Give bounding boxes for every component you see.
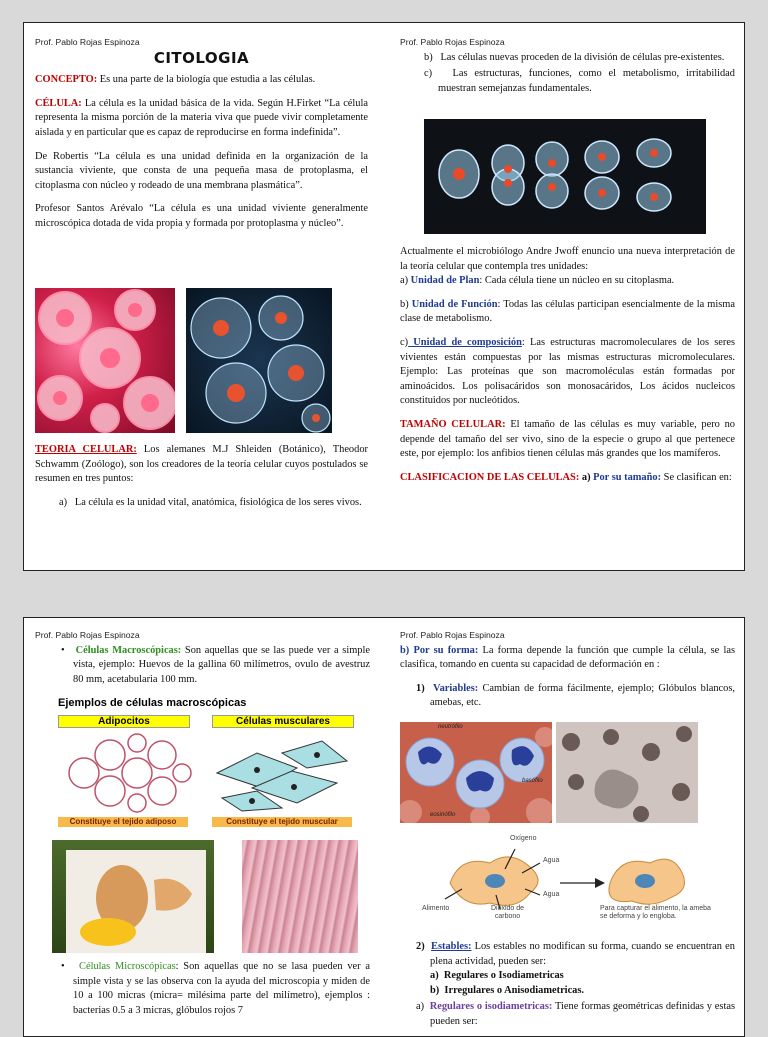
macro-bullet: • Células Macroscópicas: Son aquellas que se las puede ver a simple vista, ejemplo: Huevos de la gallina 60 milímetros, ovulo de avestruz 80 mm, acetabularia 100 mm. [61,644,370,685]
variables-item [400,682,735,711]
variables-label: Variables: [433,682,479,694]
agua-label-2: Agua [543,891,560,898]
micro-label: Células Microscópicas [79,961,176,972]
estables-text: Los estables no modifican su forma, cuando se encuentran en plena actividad, pueden ser: [430,941,735,967]
forma-paragraph [400,644,735,673]
arevalo-paragraph: Profesor Santos Arévalo “La célula es una unidad viviente generalmente microscópica dotada de vida propia y formada por protoplasma y núcleo”. [35,203,368,229]
adipocytes-drawing [62,733,192,813]
unidad-composicion-label: Unidad de composición [408,336,522,348]
adiposo-caption: Constituye el tejido adiposo [58,817,188,827]
unidad-funcion-label: Unidad de Función [411,298,498,310]
agua-label-1: Agua [543,857,560,864]
document-page-1 [23,22,745,571]
micro-bullet: • Células Microscópicas: Son aquellas que no se lasa pueden ver a simple vista y se las observa con la ayuda del microscopia y miden de 10 a 100 micras (micra= milésima parte del milímetro), ejemplos : bacterias 0.5 a 3 micras, glóbulos rojos 7 [61,961,370,1016]
variables-text: Cambian de forma fácilmente, ejemplo; Glóbulos blancos, amebas, etc. [430,682,735,709]
page2-left-column [35,628,370,696]
unidad-funcion [400,298,735,327]
oxigeno-label: Oxígeno [510,835,537,842]
irregulares-item: b) Irregulares o Anisodiametricas. [430,984,585,996]
teoria-paragraph [35,443,368,487]
page2-right-column [400,628,735,720]
teoria-label: TEORIA CELULAR: [35,444,137,455]
musculares-label: Células musculares [212,715,354,728]
page-header: Prof. Pablo Rojas Espinoza [35,630,140,640]
amoeba-diagram [400,833,720,933]
clasificacion-tamano: Por su tamaño: [593,471,662,483]
capturar-caption: Para capturar el alimento, la ameba se deforma y lo engloba. [600,905,711,920]
estables-item [400,940,735,969]
neutrofilo-label: neutrófilo [438,724,463,730]
forma-label: Por su forma: [413,644,479,656]
clasificacion-a: a) [579,471,594,483]
page-header-right: Prof. Pablo Rojas Espinoza [400,630,505,640]
dioxido-label: Dióxido de carbono [490,905,525,920]
forma-prefix: b) [400,644,414,656]
clasificacion-label: CLASIFICACION DE LAS CELULAS: [400,471,580,483]
postulado-c: c) Las estructuras, funciones, como el metabolismo, irritabilidad muestran semejanzas fundamentales. [424,68,735,94]
white-blood-cells-image [400,722,552,823]
unidad-funcion-prefix: b) [400,298,412,310]
unidad-funcion-text: : Todas las células participan esencialmente de la misma clase de metabolismo. [400,298,735,325]
amoeba-micrograph-image [556,722,698,823]
estables-number: 2) [416,941,425,952]
alimento-label: Alimento [422,905,450,912]
unidad-plan-prefix: a) [400,275,411,287]
unidad-composicion-prefix: c) [400,336,409,348]
page1-left-column [35,35,368,241]
muscle-cells-drawing [212,733,352,813]
celula-text: La célula es la unidad básica de la vida. Según H.Firket “La célula representa la misma porción de la materia viva que puede vivir completamente aislada y en particular que es capaz de reproducirse en forma indefinida”. [35,97,368,138]
page2-left-column-bottom [35,960,370,1027]
forma-text: La forma depende la función que cumple la célula, se las clasifica, tomando en cuenta su capacidad de deformación en : [400,644,736,671]
unidad-plan-label: Unidad de Plan [410,275,480,287]
page2-right-column-bottom [400,940,735,1037]
page-title: CITOLOGIA [153,48,250,67]
adipocitos-label: Adipocitos [58,715,190,728]
jwoff-paragraph: Actualmente el microbiólogo Andre Jwoff enuncio una nueva interpretación de la teoría celular que contempla tres unidades: [400,246,735,272]
page-header: Prof. Pablo Rojas Espinoza [35,37,140,47]
regulares-prefix: a) [416,1001,430,1013]
muscular-caption: Constituye el tejido muscular [212,817,352,827]
transparent-cells-image [186,288,332,433]
concepto-paragraph [35,73,368,88]
postulado-a: a) La célula es la unidad vital, anatómica, fisiológica de los seres vivos. [59,496,362,508]
tamano-label: TAMAÑO CELULAR: [400,418,506,430]
estables-label: Estables: [431,941,472,952]
red-cells-image [35,288,175,433]
concepto-text: Es una parte de la biología que estudia a las células. [97,74,316,86]
micro-text: : Son aquellas que no se lasa pueden ver a simple vista y se las observa con la ayuda del microscopia y miden de 10 a 100 micras (micra= milésima parte del milímetro), ejemplos : bacterias 0.5 a 3 micras, glóbulos rojos 7 [73,961,370,1016]
macro-text: Son aquellas que se las puede ver a simple vista, ejemplo: Huevos de la gallina 60 milímetros, ovulo de avestruz 80 mm, acetabularia 100 mm. [73,644,370,685]
variables-number: 1) [416,682,425,694]
unidad-plan-text: : Cada célula tiene un núcleo en su citoplasma. [479,275,675,287]
page1-left-column-bottom [35,443,368,519]
regulares-item: a) Regulares o Isodiametricas [430,970,564,982]
eosinofilo-label: eosinófilo [430,812,456,818]
regulares-definition [400,1000,735,1029]
postulado-b: b) Las células nuevas proceden de la división de células pre-existentes. [424,51,725,63]
celula-paragraph [35,97,368,141]
unidad-plan [400,274,735,289]
regulares-text: Tiene formas geométricas definidas y estas pueden ser: [430,1001,735,1027]
figure-title: Ejemplos de células macroscópicas [58,697,247,709]
basofilo-label: basófilo [522,778,543,784]
page1-right-column-bottom [400,245,735,494]
regulares-label: Regulares o isodiametricas: [429,1001,553,1013]
muscle-tissue-image [242,840,358,953]
unidad-composicion [400,336,735,409]
tamano-text: El tamaño de las células es muy variable, pero no depende del tamaño del ser vivo, sino de la especie o grupo al que pertenece este, por ejemplo: los anfibios tienen células más grandes que los mamíferos. [400,418,736,460]
macroscopic-cells-figure [52,695,358,841]
concepto-label: CONCEPTO: [35,74,98,86]
celula-label: CÉLULA: [35,97,82,109]
document-page-2 [23,617,745,1037]
cell-division-image [424,119,706,234]
teoria-text: Los alemanes M.J Shleiden (Botánico), Theodor Schwamm (Zoólogo), son los creadores de la teoría celular cuyos postulados se resumen en tres puntos: [35,444,368,485]
unidad-composicion-text: : Las estructuras macromoleculares de los seres vivientes están compuestas por las mismas estructuras micromoleculares. Ejemplo: Las proteínas que son macromoléculas están formadas por aminoácidos. Los polisacáridos son monosacáridos, Los ácidos nucleicos constituidos por nucleótidos. [400,336,735,407]
macro-label: Células Macroscópicas: [75,644,182,656]
clasificacion-paragraph [400,471,735,486]
page-header-right: Prof. Pablo Rojas Espinoza [400,37,505,47]
page1-right-column [400,35,735,105]
egg-image [52,840,214,953]
derobertis-paragraph: De Robertis “La célula es una unidad definida en la organización de la sustancia viviente, que consta de una pequeña masa de protoplasma, el citoplasma con núcleo y rodeado de una membrana plasmática”. [35,150,368,191]
tamano-paragraph [400,418,735,462]
clasificacion-text: Se clasifican en: [661,471,732,483]
